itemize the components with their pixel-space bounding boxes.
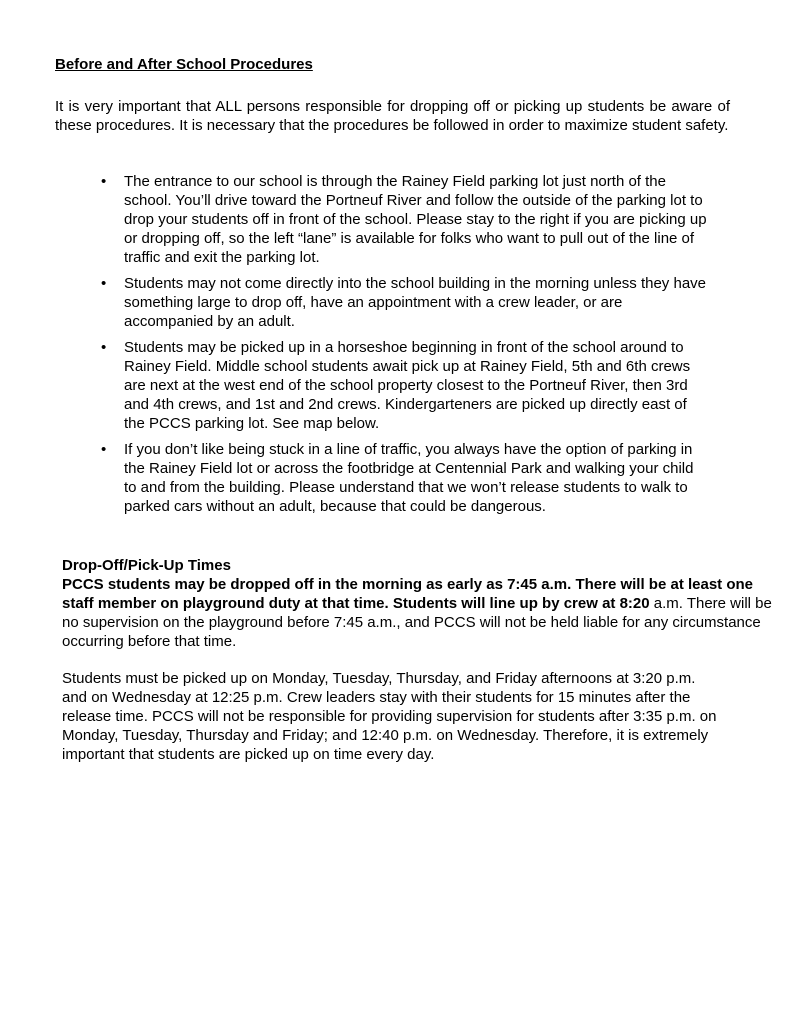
bullet-icon: • [101,441,107,458]
list-item-text: Students may not come directly into the school building in the morning unless they have something large to drop off, have an appointment with a crew leader, or are accompanied by an adult. [124,275,706,330]
bullet-icon: • [101,173,107,190]
list-item-text: If you don’t like being stuck in a line of traffic, you always have the option of parking in the Rainey Field lot or across the footbridge at Centennial Park and walking your child to and from the building. Please understand that we won’t release students to walk to parked cars without an adult, because that could be dangerous. [124,441,694,515]
intro-paragraph: It is very important that ALL persons responsible for dropping off or picking up students be aware of these procedures. It is necessary that the procedures be followed in order to maximize student safety. [55,98,730,134]
list-item-text: Students may be picked up in a horseshoe beginning in front of the school around to Rainey Field. Middle school students await pick up at Rainey Field, 5th and 6th crews are next at the west end of the school property closest to the Portneuf River, then 3rd and 4th crews, and 1st and 2nd crews. Kindergarteners are picked up directly east of the PCCS parking lot. See map below. [124,339,691,432]
section-heading: Before and After School Procedures [55,56,313,73]
list-item [0,274,710,331]
dropoff-section-title: Drop-Off/Pick-Up Times [62,557,231,574]
dropoff-bold-text: PCCS students may be dropped off in the morning as early as 7:45 a.m. There will be at least one staff member on playground duty at that time. Students will line up by crew at 8:20 [62,576,754,612]
dropoff-normal-text: a.m. There will be no supervision on the playground before 7:45 a.m., and PCCS will not be held liable for any circumstance occurring before that time. [62,595,772,650]
list-item-text: The entrance to our school is through the Rainey Field parking lot just north of the school. You’ll drive toward the Portneuf River and follow the outside of the parking lot to drop your students off in front of the school. Please stay to the right if you are picking up or dropping off, so the left “lane” is available for folks who want to pull out of the line of traffic and exit the parking lot. [124,173,707,266]
bullet-icon: • [101,339,107,356]
list-item [0,440,710,516]
dropoff-paragraph [62,575,777,651]
procedure-list [0,172,796,523]
list-item [0,172,710,267]
list-item [0,338,710,433]
bullet-icon: • [101,275,107,292]
pickup-paragraph: Students must be picked up on Monday, Tuesday, Thursday, and Friday afternoons at 3:20 p.m. and on Wednesday at 12:25 p.m. Crew leaders stay with their students for 15 minutes after the release time. PCCS will not be responsible for providing supervision for students after 3:35 p.m. on Monday, Tuesday, Thursday and Friday; and 12:40 p.m. on Wednesday. Therefore, it is extremely important that students are picked up on time every day. [62,670,717,763]
